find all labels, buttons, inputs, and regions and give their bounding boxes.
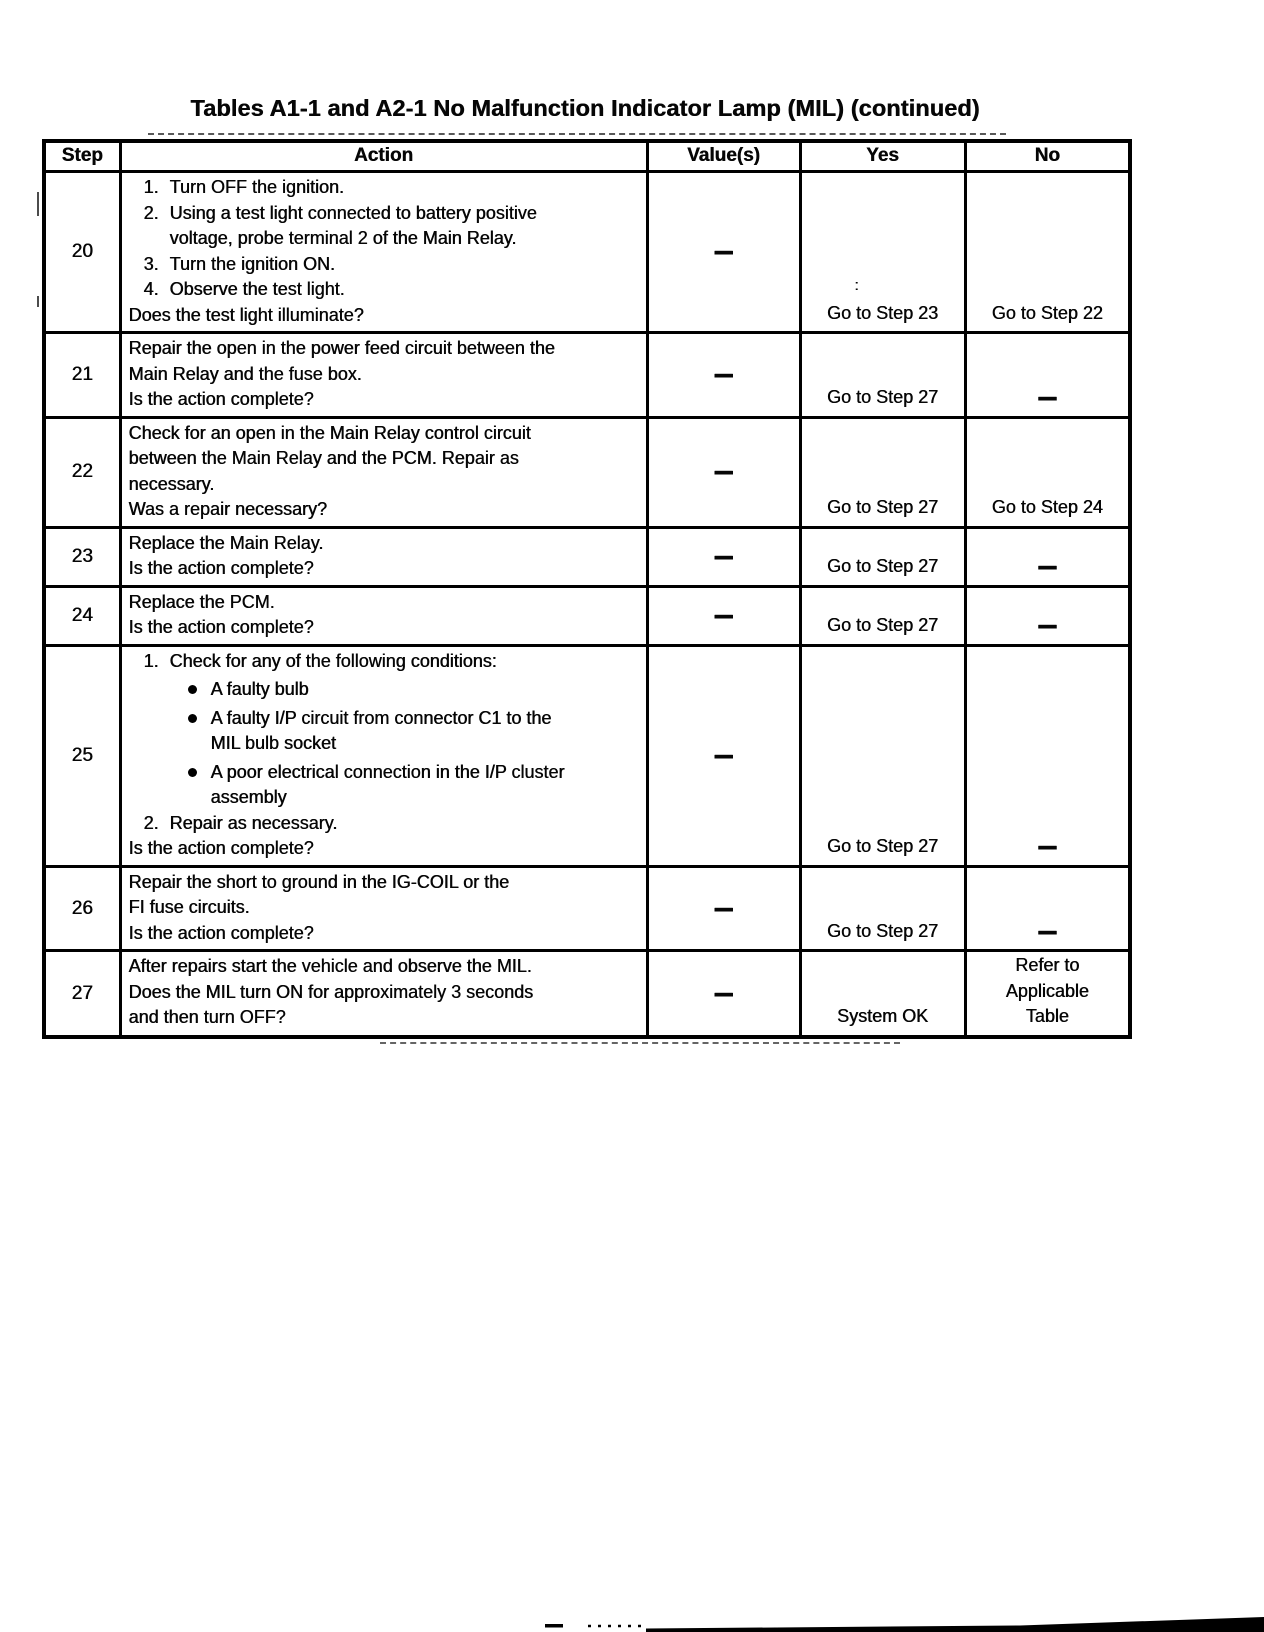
scan-artifact-stray-mark: :	[854, 276, 859, 294]
no-value: —	[1038, 909, 1057, 950]
action-cell	[120, 645, 647, 866]
value-dash: —	[714, 353, 733, 394]
table-row	[44, 645, 1130, 866]
yes-cell	[800, 645, 965, 866]
value-dash: —	[714, 535, 733, 575]
no-value-line: Refer to	[1015, 955, 1080, 975]
list-number: 1.	[143, 650, 159, 671]
step-cell	[44, 333, 120, 418]
yes-cell	[800, 417, 965, 527]
no-cell	[965, 645, 1130, 866]
value-dash: —	[714, 971, 733, 1012]
value-cell	[647, 645, 800, 866]
action-question-line: Is the action complete?	[128, 558, 314, 578]
table-row	[44, 417, 1130, 527]
yes-value: Go to Step 27	[826, 497, 939, 517]
action-line: between the Main Relay and the PCM. Repair as	[128, 448, 519, 468]
yes-value: Go to Step 27	[826, 387, 939, 407]
step-cell	[44, 172, 120, 333]
no-value: —	[1038, 604, 1057, 645]
action-line	[144, 175, 640, 201]
action-text: A faulty I/P circuit from connector C1 to the	[210, 707, 552, 728]
col-header-yes: Yes	[800, 141, 965, 172]
no-value-line: Table	[1025, 1006, 1069, 1026]
yes-cell	[800, 333, 965, 418]
action-question-line: Is the action complete?	[128, 922, 314, 943]
action-line: Replace the Main Relay.	[128, 532, 324, 553]
bullet-icon	[188, 714, 197, 723]
step-number: 21	[71, 364, 93, 385]
step-number: 20	[71, 241, 93, 263]
step-number: 26	[71, 897, 93, 919]
scan-artifact-ghost-line-bottom	[380, 1042, 900, 1044]
step-number: 25	[71, 744, 93, 766]
action-line	[144, 201, 640, 227]
diagnostic-table	[42, 139, 1132, 1039]
action-line: Replace the PCM.	[128, 591, 275, 612]
action-text: Turn the ignition ON.	[169, 253, 335, 274]
step-cell	[44, 527, 120, 586]
action-line	[144, 252, 640, 278]
list-number: 1.	[143, 177, 159, 197]
action-text: Check for any of the following conditions:	[169, 650, 497, 671]
no-value-line: Applicable	[1005, 980, 1089, 1001]
no-cell	[965, 417, 1130, 527]
action-line: necessary.	[128, 473, 215, 494]
value-cell	[647, 333, 800, 418]
action-cell	[120, 586, 647, 645]
step-cell	[44, 645, 120, 866]
value-cell	[647, 951, 800, 1037]
yes-cell	[800, 866, 965, 951]
action-line: voltage, probe terminal 2 of the Main Relay.	[169, 228, 517, 248]
value-cell	[647, 527, 800, 586]
yes-value: System OK	[836, 1006, 929, 1026]
yes-value: Go to Step 27	[826, 556, 939, 576]
table-sheet	[42, 95, 1128, 1044]
action-line	[185, 706, 640, 732]
yes-value: Go to Step 27	[826, 615, 939, 635]
bullet-marker	[185, 760, 211, 786]
action-line: Repair the open in the power feed circuit between the	[128, 338, 555, 358]
no-cell	[965, 527, 1130, 586]
no-cell	[965, 866, 1130, 951]
table-row	[44, 527, 1130, 586]
col-header-step: Step	[44, 141, 120, 172]
action-text: Observe the test light.	[169, 279, 345, 299]
no-cell	[965, 586, 1130, 645]
action-question-line: Was a repair necessary?	[128, 499, 327, 519]
yes-cell	[800, 586, 965, 645]
list-number: 2.	[143, 202, 159, 223]
col-header-action: Action	[120, 141, 647, 172]
action-text: A faulty bulb	[210, 679, 309, 699]
action-question-line: Is the action complete?	[128, 389, 314, 409]
action-cell	[120, 333, 647, 418]
action-line	[185, 677, 640, 703]
no-value: —	[1038, 825, 1057, 866]
action-question-line: Is the action complete?	[128, 617, 314, 637]
action-text: Turn OFF the ignition.	[169, 177, 344, 197]
scan-artifact-bottom-streak	[0, 1610, 1264, 1632]
no-cell	[965, 172, 1130, 333]
action-line: FI fuse circuits.	[128, 897, 250, 917]
yes-cell	[800, 527, 965, 586]
col-header-values: Value(s)	[647, 141, 800, 172]
value-cell	[647, 866, 800, 951]
value-dash: —	[714, 594, 733, 634]
scan-artifact-ghost-line-top	[148, 133, 1006, 135]
yes-cell	[800, 172, 965, 333]
table-header-row	[44, 141, 1130, 172]
step-cell	[44, 951, 120, 1037]
action-line: After repairs start the vehicle and observe the MIL.	[128, 956, 532, 976]
action-line	[185, 760, 640, 786]
page-title: Tables A1-1 and A2-1 No Malfunction Indicator Lamp (MIL) (continued)	[190, 95, 980, 121]
no-value: —	[1038, 376, 1057, 417]
list-number: 4.	[143, 279, 159, 299]
step-number: 23	[71, 545, 93, 567]
bullet-marker	[185, 706, 211, 732]
action-line: assembly	[210, 787, 287, 807]
table-row	[44, 172, 1130, 333]
bullet-icon	[188, 685, 197, 694]
action-line: MIL bulb socket	[210, 733, 336, 753]
action-cell	[120, 417, 647, 527]
action-text: A poor electrical connection in the I/P cluster	[210, 761, 565, 782]
action-line: Check for an open in the Main Relay control circuit	[128, 422, 531, 443]
yes-value: Go to Step 23	[826, 302, 939, 323]
yes-value: Go to Step 27	[826, 920, 939, 941]
step-number: 24	[71, 604, 93, 626]
value-cell	[647, 172, 800, 333]
step-number: 27	[71, 982, 93, 1004]
list-number: 2.	[143, 812, 159, 833]
bullet-marker	[185, 677, 211, 703]
no-cell	[965, 951, 1130, 1037]
action-line: Repair the short to ground in the IG-COIL or the	[128, 871, 510, 892]
no-value: —	[1038, 545, 1057, 586]
action-cell	[120, 951, 647, 1037]
action-line	[144, 649, 640, 675]
value-dash: —	[714, 734, 733, 774]
action-text: Repair as necessary.	[169, 812, 338, 833]
action-line: Does the MIL turn ON for approximately 3 seconds	[128, 981, 534, 1002]
table-row	[44, 951, 1130, 1037]
value-cell	[647, 417, 800, 527]
value-dash: —	[714, 230, 733, 271]
action-cell	[120, 172, 647, 333]
yes-cell	[800, 951, 965, 1037]
value-cell	[647, 586, 800, 645]
step-cell	[44, 866, 120, 951]
table-row	[44, 866, 1130, 951]
scan-artifact-tick	[37, 296, 39, 307]
step-cell	[44, 586, 120, 645]
no-value: Go to Step 24	[991, 497, 1103, 517]
action-question-line: Does the test light illuminate?	[128, 304, 364, 325]
step-number: 22	[71, 461, 93, 483]
value-dash: —	[714, 886, 733, 927]
action-cell	[120, 527, 647, 586]
col-header-no: No	[965, 141, 1130, 172]
no-value: Go to Step 22	[991, 302, 1103, 323]
bullet-icon	[188, 768, 197, 777]
action-line	[144, 811, 640, 837]
value-dash: —	[714, 450, 733, 491]
no-cell	[965, 333, 1130, 418]
scan-artifact-tick	[37, 192, 39, 216]
action-cell	[120, 866, 647, 951]
yes-value: Go to Step 27	[826, 836, 939, 856]
action-text: Using a test light connected to battery positive	[169, 202, 537, 223]
step-cell	[44, 417, 120, 527]
action-question-line: Is the action complete?	[128, 838, 314, 858]
table-row	[44, 333, 1130, 418]
table-row	[44, 586, 1130, 645]
action-line: Main Relay and the fuse box.	[128, 363, 362, 384]
action-line: and then turn OFF?	[128, 1007, 286, 1027]
action-line	[144, 277, 640, 303]
list-number: 3.	[143, 253, 159, 274]
